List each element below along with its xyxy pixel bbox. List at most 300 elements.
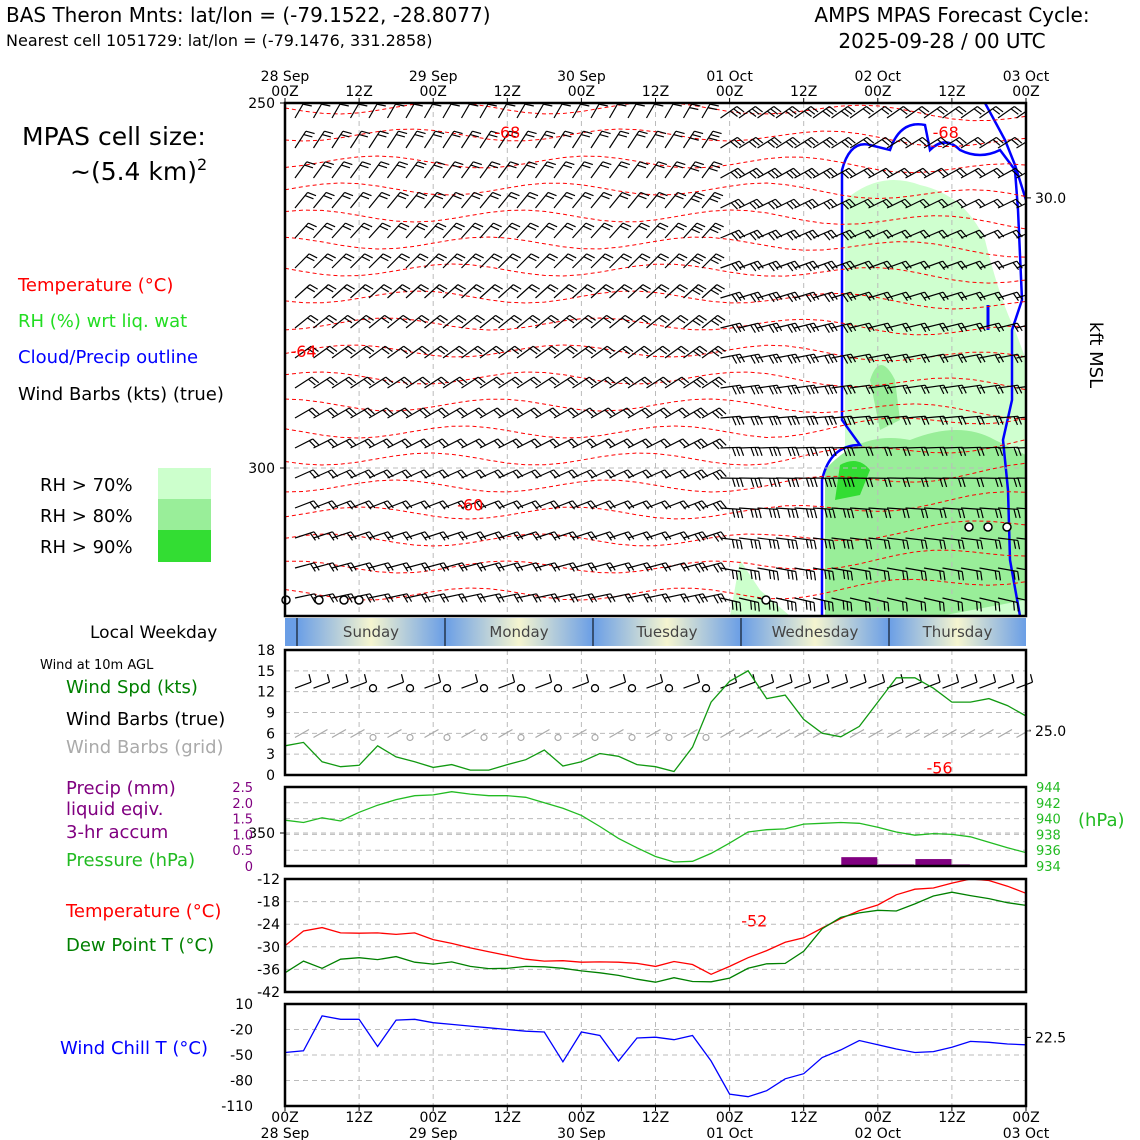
barb-feather	[362, 287, 370, 292]
barb-feather	[696, 192, 704, 195]
barb-staff	[443, 346, 459, 358]
barb-feather	[919, 109, 926, 114]
barb-feather	[365, 441, 371, 447]
barb-feather	[755, 540, 757, 549]
barb-staff	[462, 408, 479, 418]
barb-feather	[420, 410, 427, 416]
barb-feather	[769, 325, 774, 333]
barb-feather	[699, 315, 707, 320]
barb-staff	[795, 447, 815, 448]
barb-staff	[591, 439, 609, 448]
barb-feather	[692, 135, 701, 137]
barb-true-feather	[661, 674, 663, 682]
barb-feather	[1036, 540, 1038, 549]
wind-barb	[554, 162, 574, 178]
wind-barb	[499, 162, 519, 178]
barb-feather	[553, 439, 559, 445]
barb-feather	[851, 602, 852, 611]
barb-feather	[458, 533, 463, 540]
kft-tick-label: 22.5	[1035, 1030, 1067, 1047]
barb-feather	[494, 254, 502, 258]
barb-feather	[643, 285, 651, 290]
barb-staff	[517, 377, 534, 388]
barb-feather	[788, 356, 792, 364]
barb-feather	[712, 412, 719, 418]
barb-feather	[790, 170, 797, 176]
barb-feather	[755, 509, 757, 518]
barb-feather	[759, 447, 762, 455]
barb-feather	[658, 257, 666, 261]
wind-barb	[628, 192, 649, 208]
barb-staff	[998, 107, 1014, 118]
barb-feather	[719, 408, 726, 414]
barb-feather	[940, 107, 947, 112]
top-tick-date: 28 Sep	[260, 69, 310, 85]
barb-feather	[773, 602, 774, 611]
wind-barb	[369, 315, 392, 328]
barb-staff	[425, 223, 438, 238]
barb-feather	[806, 601, 807, 610]
barb-staff	[332, 346, 348, 358]
wind-barb	[517, 254, 539, 268]
barb-true-feather	[346, 674, 348, 682]
wind-chart	[257, 643, 1032, 784]
barb-feather	[806, 417, 810, 425]
barb-feather	[642, 410, 649, 416]
wind-barb	[776, 261, 800, 271]
barb-feather	[396, 135, 405, 137]
wind-barb	[443, 254, 465, 268]
bottom-tick-hour: 00Z	[715, 1110, 744, 1126]
barb-staff	[795, 598, 814, 602]
barb-feather	[824, 233, 830, 240]
barb-feather	[478, 377, 485, 383]
wind-barb	[776, 568, 797, 580]
barb-feather	[307, 318, 315, 323]
barb-feather	[1012, 140, 1019, 146]
wind-barb	[388, 131, 408, 148]
barb-feather	[1032, 293, 1037, 300]
calm-circle	[1003, 523, 1011, 531]
barb-feather	[459, 346, 466, 351]
barb-feather	[552, 377, 559, 383]
wind-barb	[332, 315, 355, 328]
barb-feather	[622, 192, 630, 195]
barb-feather	[796, 478, 799, 487]
barb-feather	[1032, 324, 1037, 332]
barb-staff	[554, 377, 571, 388]
barb-staff	[388, 408, 405, 418]
precip-bar	[841, 857, 877, 866]
barb-feather	[806, 386, 810, 394]
barb-feather	[602, 131, 611, 133]
barb-staff	[591, 377, 608, 388]
barb-feather	[714, 162, 723, 165]
barb-feather	[402, 441, 408, 447]
wind-barb	[499, 315, 522, 328]
barb-feather	[608, 408, 615, 414]
barb-feather	[309, 441, 315, 447]
barb-staff	[462, 131, 473, 148]
barb-staff	[406, 223, 419, 238]
barb-feather	[364, 223, 372, 227]
barb-staff	[536, 346, 552, 358]
barb-feather	[1036, 385, 1040, 393]
wind-barb	[425, 162, 445, 178]
barb-feather	[626, 377, 633, 383]
barb-feather	[658, 287, 666, 292]
barb-feather	[418, 162, 427, 165]
barb-staff	[628, 223, 641, 238]
barb-feather	[956, 109, 963, 114]
barb-feather	[607, 595, 612, 603]
barb-feather	[773, 540, 775, 549]
barb-feather	[755, 107, 762, 112]
barb-feather	[361, 196, 369, 199]
barb-feather	[549, 410, 556, 416]
barb-staff	[573, 377, 590, 388]
barb-feather	[681, 315, 689, 320]
wind-barb	[406, 192, 427, 208]
barb-feather	[402, 285, 410, 290]
barb-feather	[569, 285, 577, 290]
barb-staff	[480, 346, 496, 358]
wind-barb	[332, 254, 354, 268]
barb-true	[850, 682, 866, 688]
barb-feather	[848, 137, 855, 143]
calm-circle-grid	[407, 735, 413, 741]
barb-feather	[307, 287, 315, 292]
barb-grid	[795, 730, 809, 738]
wind-barb	[554, 254, 576, 268]
barb-staff	[795, 508, 815, 509]
bottom-tick-hour: 12Z	[641, 1110, 670, 1126]
wind-barb	[369, 223, 391, 238]
barb-feather	[473, 162, 482, 165]
barb-feather	[639, 131, 648, 133]
barb-feather	[655, 135, 664, 137]
wind-barb	[369, 162, 389, 178]
wind-barb	[462, 162, 482, 178]
barb-staff	[332, 408, 349, 418]
barb-feather	[732, 539, 734, 548]
barb-feather	[698, 441, 704, 447]
barb-feather	[715, 379, 722, 385]
wind-barb	[295, 285, 318, 298]
barb-staff	[628, 377, 645, 388]
barb-feather	[511, 318, 519, 323]
barb-feather	[1036, 602, 1037, 611]
barb-feather	[751, 478, 754, 487]
barb-staff	[980, 137, 997, 148]
top-tick-date: 30 Sep	[557, 69, 606, 85]
barb-staff	[776, 538, 796, 540]
barb-feather	[584, 287, 592, 292]
barb-feather	[657, 226, 665, 230]
barb-feather	[737, 107, 744, 112]
barb-feather	[788, 509, 790, 518]
barb-feather	[625, 595, 630, 603]
barb-true-feather	[439, 674, 441, 682]
barb-feather	[399, 257, 407, 261]
barb-feather	[511, 192, 519, 195]
barb-feather	[456, 223, 464, 227]
barb-feather	[588, 595, 593, 603]
barb-feather	[423, 408, 430, 414]
barb-staff	[351, 315, 367, 328]
pressure-ytick: 934	[1036, 860, 1061, 875]
wind-barb	[684, 162, 704, 178]
wind-barb	[314, 315, 337, 328]
barb-feather	[786, 111, 793, 116]
barb-feather	[979, 199, 985, 205]
barb-feather	[344, 318, 352, 323]
barb-true-feather	[994, 674, 996, 682]
barb-feather	[384, 533, 389, 540]
barb-feather	[757, 199, 763, 205]
barb-feather	[308, 379, 315, 385]
barb-feather	[530, 192, 538, 195]
barb-true-feather	[476, 674, 478, 682]
legend-temperature: Temperature (°C)	[18, 275, 174, 296]
barb-feather	[380, 257, 388, 261]
rh-shading	[730, 180, 1026, 616]
barb-staff	[369, 315, 385, 328]
barb-feather	[398, 226, 406, 230]
barb-feather	[365, 285, 373, 290]
barb-staff	[369, 254, 383, 268]
barb-feather	[526, 165, 535, 168]
barb-feather	[829, 355, 833, 363]
top-tick-date: 02 Oct	[854, 69, 902, 85]
barb-staff	[610, 192, 623, 208]
barb-staff	[610, 346, 626, 358]
wind-barb	[425, 131, 445, 148]
wind-barb	[684, 315, 707, 328]
wind-barb	[369, 254, 391, 268]
barb-staff	[554, 408, 571, 418]
calm-circle	[355, 596, 363, 604]
barb-true	[943, 682, 959, 688]
barb-feather	[657, 196, 665, 199]
dewpoint-label: Dew Point T (°C)	[66, 935, 215, 956]
barb-feather	[600, 165, 609, 168]
barb-feather	[940, 602, 941, 611]
wind-barb	[610, 162, 630, 178]
barb-feather	[327, 379, 334, 385]
wind-barb	[721, 385, 745, 394]
wind-barb	[480, 285, 503, 298]
barb-feather	[805, 172, 812, 178]
barb-feather	[995, 263, 1001, 270]
calm-circle	[965, 523, 973, 531]
wind-barb	[554, 192, 575, 208]
barb-staff	[758, 568, 778, 571]
barb-feather	[1034, 168, 1041, 174]
barb-feather	[384, 285, 392, 290]
barb-true	[314, 682, 330, 688]
barb-feather	[324, 226, 332, 230]
barb-feather	[472, 196, 480, 199]
calm-circle-grid	[518, 735, 524, 741]
barb-feather	[788, 539, 790, 548]
barb-staff	[443, 408, 460, 418]
barb-feather	[530, 379, 537, 385]
barb-grid	[462, 730, 476, 738]
barb-feather	[756, 168, 763, 174]
barb-feather	[828, 293, 833, 300]
barb-staff	[332, 285, 347, 298]
barb-staff	[295, 285, 310, 298]
barb-feather	[325, 162, 334, 165]
barb-staff	[369, 346, 385, 358]
wind-barb	[647, 254, 669, 268]
barb-feather	[740, 292, 745, 299]
barb-staff	[721, 508, 741, 509]
barb-feather	[440, 595, 445, 603]
barb-feather	[331, 408, 338, 414]
barb-feather	[459, 315, 467, 320]
barb-staff	[295, 439, 313, 448]
pressure-ytick: 938	[1036, 828, 1061, 844]
barb-staff	[443, 254, 457, 268]
top-tick-hour: 00Z	[715, 84, 744, 100]
barb-feather	[379, 196, 387, 199]
barb-staff	[351, 346, 367, 358]
barb-staff	[906, 137, 923, 148]
barb-feather	[777, 602, 778, 611]
barb-feather	[787, 233, 793, 240]
wind-barb	[295, 501, 319, 509]
barb-feather	[792, 571, 793, 580]
barb-staff	[628, 192, 641, 208]
top-tick-hour: 12Z	[641, 84, 670, 100]
barb-feather	[475, 379, 482, 385]
weekday-strip	[285, 618, 1026, 646]
barb-feather	[1036, 354, 1040, 362]
barb-feather	[516, 439, 522, 445]
barb-feather	[1017, 602, 1018, 611]
barb-feather	[525, 104, 534, 106]
barb-staff	[739, 508, 759, 509]
barb-feather	[330, 377, 337, 383]
wind-barb	[702, 254, 724, 268]
barb-staff	[499, 315, 515, 328]
barb-feather	[759, 509, 761, 518]
barb-feather	[777, 292, 782, 299]
barb-staff	[591, 285, 606, 298]
barb-feather	[310, 285, 318, 290]
barb-feather	[980, 602, 981, 611]
barb-feather	[382, 349, 389, 354]
barb-staff	[776, 447, 796, 448]
barb-feather	[682, 408, 689, 414]
barb-feather	[492, 162, 501, 165]
barb-feather	[792, 386, 796, 394]
barb-feather	[993, 109, 1000, 114]
barb-feather	[843, 601, 844, 610]
barb-feather	[624, 285, 632, 290]
wind-barb	[443, 162, 463, 178]
temp-ytick: -12	[257, 872, 280, 888]
barb-feather	[343, 257, 351, 261]
barb-staff	[554, 285, 569, 298]
barb-staff	[406, 408, 423, 418]
top-tick-hour: 00Z	[567, 84, 596, 100]
barb-staff	[332, 377, 349, 388]
title-right-2: 2025-09-28 / 00 UTC	[838, 29, 1046, 53]
barb-staff	[536, 285, 551, 298]
barb-feather	[568, 254, 576, 258]
barb-feather	[792, 540, 794, 549]
barb-feather	[492, 287, 500, 292]
barb-feather	[694, 381, 701, 387]
barb-feather	[825, 601, 826, 610]
barb-feather	[590, 408, 597, 414]
barb-feather	[607, 346, 614, 351]
wind-barb	[721, 478, 744, 487]
barb-staff	[721, 568, 741, 571]
barb-staff	[351, 131, 362, 148]
barb-true	[536, 682, 552, 688]
windchill-line	[285, 1016, 1026, 1097]
barb-feather	[698, 285, 706, 290]
barb-feather	[436, 257, 444, 261]
barb-feather	[378, 135, 387, 137]
barb-staff	[795, 137, 812, 148]
barb-staff	[295, 192, 308, 208]
wind-barb	[684, 223, 706, 238]
barb-feather	[794, 199, 800, 205]
barb-feather	[311, 315, 319, 320]
barb-feather	[736, 386, 740, 394]
barb-feather	[792, 355, 796, 363]
barb-feather	[528, 257, 536, 261]
barb-feather	[585, 349, 592, 354]
barb-feather	[663, 377, 670, 383]
barb-feather	[415, 165, 424, 168]
barb-feather	[512, 410, 519, 416]
barb-feather	[513, 285, 521, 290]
barb-staff	[517, 346, 533, 358]
barb-feather	[773, 386, 777, 394]
barb-feather	[712, 381, 719, 387]
barb-feather	[620, 226, 628, 230]
barb-grid	[721, 730, 735, 738]
barb-feather	[732, 294, 737, 301]
barb-staff	[591, 408, 608, 418]
barb-feather	[826, 109, 833, 114]
barb-feather	[720, 470, 726, 477]
barb-staff	[517, 408, 534, 418]
barb-true-feather	[790, 674, 792, 682]
barb-feather	[956, 170, 963, 176]
barb-true	[295, 682, 311, 688]
barb-feather	[993, 170, 1000, 176]
isotherm-label: -68	[932, 123, 959, 143]
barb-true	[980, 682, 996, 688]
barb-staff	[332, 131, 343, 148]
barb-feather	[306, 226, 314, 230]
barb-feather	[732, 386, 736, 394]
barb-feather	[736, 509, 738, 518]
barb-staff	[517, 254, 531, 268]
barb-feather	[308, 223, 316, 227]
barb-staff	[702, 285, 717, 298]
barb-feather	[306, 257, 314, 261]
barb-feather	[474, 349, 481, 354]
barb-feather	[677, 318, 685, 323]
